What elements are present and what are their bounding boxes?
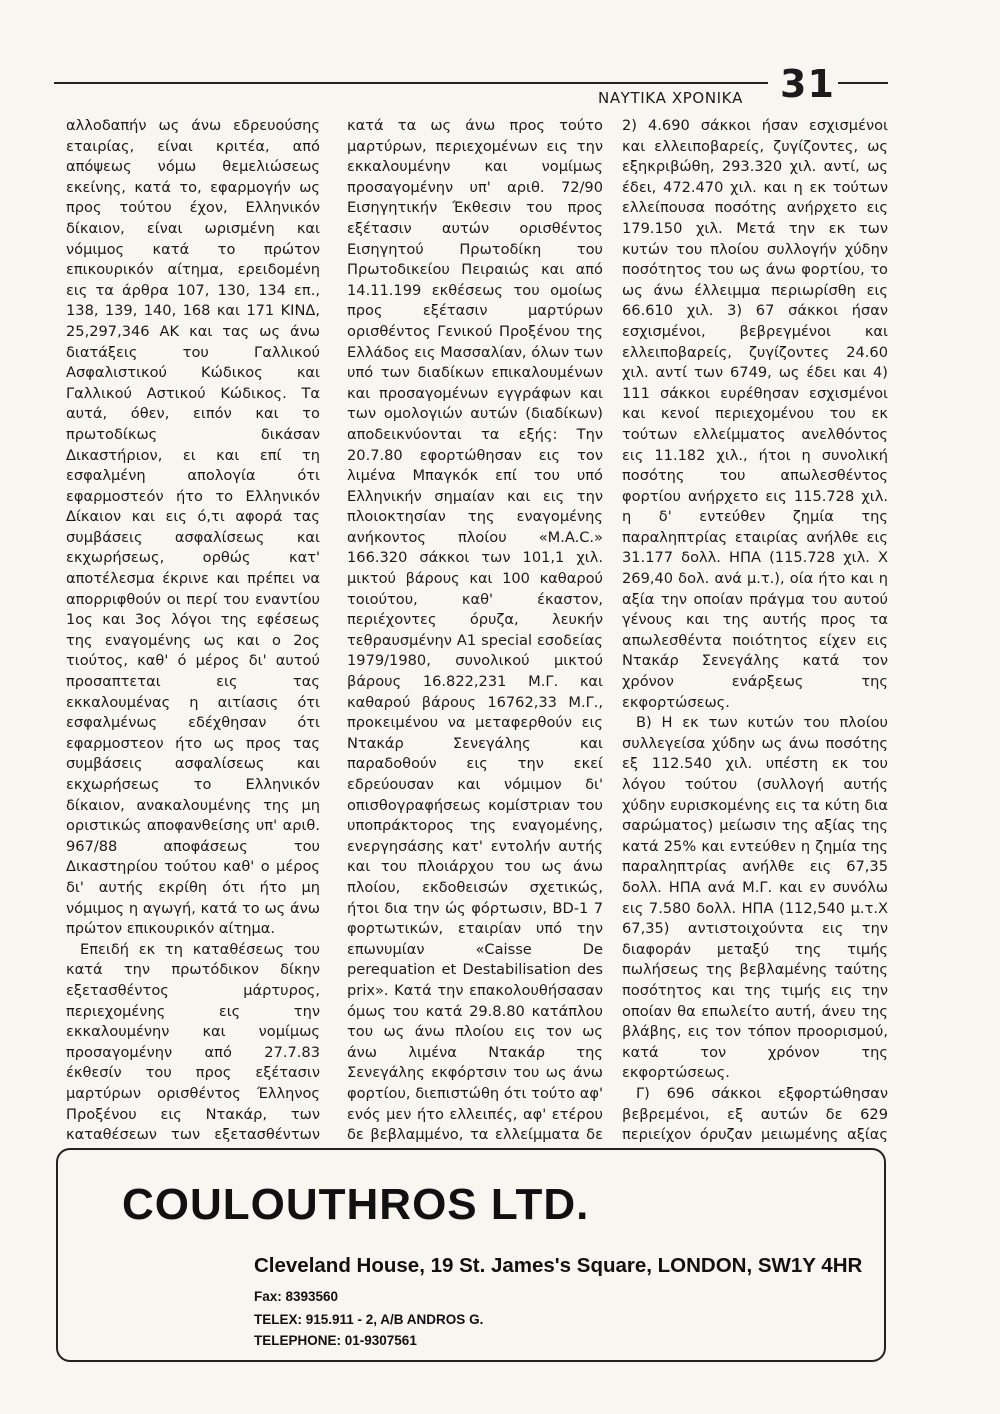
ad-company-name: COULOUTHROS LTD. — [122, 1180, 590, 1229]
paragraph: Γ) 696 σάκκοι εξφορτώθησαν βεβρεμένοι, εξ αυτών δε 629 περιείχον όρυζαν μειωμένης αξίας — [622, 1084, 888, 1144]
paragraph: 2) 4.690 σάκκοι ήσαν εσχισμένοι και ελλειποβαρείς, ζυγίζοντες, ως εξηκριβώθη, 293.320 χιλ. αντί, ως έδει, 472.470 χιλ. και η εκ τούτων ελλείπουσα ποσότης ανήρχετο εις 179.150 χιλ. Μετά την εκ των κυτών του πλοίου συλλογήν χύδην ποσότητος του ως άνω φορτίου, το ως άνω έλλειμμα περιωρίσθη εις 66.610 χιλ. 3) 67 σάκκοι ήσαν εσχισμένοι, βεβρεγμένοι και ελλειποβαρείς, ζυγίζοντες 24.60 χιλ. αντί των 6749, ως έδει και 4) 111 σάκκοι ευρέθησαν εσχισμένοι και κενοί περιεχομένου του εκ τούτων ελλείμματος ανελθόντος εις 11.182 χιλ., ήτοι η συνολική ποσότης του απωλεσθέντος φορτίου ανήρχετο εις 115.728 χιλ. η δ' εντεύθεν ζημία της παραληπτρίας εταιρίας ανήλθε εις 31.177 δολλ. ΗΠΑ (115.728 χιλ. Χ 269,40 δολ. ανά μ.τ.), οία ήτο και η αξία την οποίαν πράγμα του αυτού γένους και της αυτής προς τα απωλεσθέντα ποιότητος είχεν εις Ντακάρ Σενεγάλης κατά τον χρόνον ενάρξεως της εκφορτώσεως. — [622, 117, 888, 711]
text-column-1 — [66, 116, 320, 1146]
paragraph: Β) Η εκ των κυτών του πλοίου συλλεγείσα χύδην ως άνω ποσότης εξ 112.540 χιλ. υπέστη εκ του λόγου τούτου (συλλογή αυτής χύδην ευρισκομένης εις τα κύτη δια σαρώματος) μείωσιν της αξίας της κατά 25% και εντεύθεν η ζημία της παραληπτρίας ανήλθε εις 67,35 δολλ. ΗΠΑ ανά Μ.Γ. και εν συνόλω εις 7.580 δολλ. ΗΠΑ (112,540 μ.τ.Χ 67,35) αντιστοιχούντα εις την διαφοράν μεταξύ της τιμής πωλήσεως της βεβλαμένης ταύτης ποσότητος και της τιμής εις την οποίαν θα επωλείτο αυτή, άνευ της βλάβης, εις τον τόπον προορισμού, κατά τον χρόνον της εκφορτώσεως. — [622, 714, 888, 1082]
paragraph: κατά τα ως άνω προς τούτο μαρτύρων, περιεχομένων εις την εκκαλουμένην και νομίμως προσαγομένην υπ' αριθ. 72/90 Εισηγητικήν Έκθεσιν του προς εξέτασιν αυτών ορισθέντος Εισηγητού Πρωτοδίκη του Πρωτοδικείου Πειραιώς και από 14.11.199 εκθέσεως του ομοίως προς εξέτασιν μαρτύρων ορισθέντος Γενικού Προξένου της Ελλάδος εις Μασσαλίαν, όλων των υπό των διαδίκων επικαλουμένων και προσαγομένων εγγράφων και των ομολογιών αυτών (διαδίκων) αποδεικνύονται τα εξής: Την 20.7.80 εφορτώθησαν εις τον λιμένα Μπαγκόκ επί του υπό Ελληνικήν σημαίαν και εις την πλοιοκτησίαν της εναγομένης ανήκοντος πλοίου «M.A.C.» 166.320 σάκκοι των 101,1 χιλ. μικτού βάρους και 100 καθαρού τοιούτου, καθ' έκαστον, περιέχοντες όρυζα, λευκήν τεθραυσμένην A1 special εσοδείας 1979/1980, συνολικού μικτού βάρους 16.822,231 Μ.Γ. και καθαρού βάρους 16762,33 Μ.Γ., προκειμένου να μεταφερθούν εις Ντακάρ Σενεγάλης και παραδοθούν εις την εκεί εδρεύουσαν και νόμιμον δι' οπισθογραφήσεως κομίστριαν του υποπράκτορος της εναγομένης, ενεργησάσης κατ' εντολήν αυτής και του πλοιάρχου του ως άνω πλοίου, εκδοθεισών σχετικώς, ήτοι δια την ώς φόρτωσιν, BD-1 7 φορτωτικών, εταιρίαν υπό την επωνυμίαν «Caisse De perequation et Destabilisation des prix». Κατά την επακολουθήσασαν όμως του κατά 29.8.80 κατάπλου του ως άνω πλοίου εις τον ως άνω λιμένα Ντακάρ της Σενεγάλης εκφόρτσιν του ως άνω φορτίου, διεπιστώθη ότι τούτο αφ' ενός μεν ήτο ελλειπές, αφ' ετέρου δε βεβλαμμένο, τα ελλείμματα δε — [347, 117, 603, 1144]
text-column-2 — [347, 116, 603, 1146]
header-rule-right — [838, 82, 888, 84]
ad-fax: Fax: 8393560 — [254, 1289, 339, 1304]
text-column-3 — [622, 116, 888, 1146]
header-rule-left — [54, 82, 768, 84]
paragraph: Επειδή εκ τη καταθέσεως του κατά την πρωτόδικον δίκην εξετασθέντος μάρτυρος, περιεχομένης εις την εκκαλουμένην και νομίμως προσαγομένην από 27.7.83 έκθεσίν του προς εξέτασιν μαρτύρων ορισθέντος Έλληνος Προξένου εις Ντακάρ, των καταθέσεων των εξετασθέντων — [66, 940, 320, 1144]
ad-telephone: TELEPHONE: 01-9307561 — [254, 1333, 417, 1348]
paragraph: αλλοδαπήν ως άνω εδρευούσης εταιρίας, είναι κριτέα, από απόψεως νόμω θεμελιώσεως εκείνης, κατά το, εφαρμογήν ως προς τούτου έχον, Ελληνικόν δίκαιον, είναι ωρισμένη και νόμιμος κατά το πρώτον επικουρικόν αίτημα, ερειδομένη εις τα άρθρα 107, 130, 134 επ., 138, 139, 140, 168 και 171 ΚΙΝΔ, 25,297,346 ΑΚ και τας ως άνω διατάξεις του Γαλλικού Ασφαλιστικού Κώδικος και Γαλλικού Αστικού Κώδικος. Τα αυτά, όθεν, ειπόν και το πρωτοδίκως δικάσαν Δικαστήριον, ει και επί τη εσφαλμένη απολογία ότι εφαρμοστεόν ήτο το Ελληνικόν Δίκαιον και εις ό,τι αφορά τας συμβάσεις ασφαλίσεως και εκχωρήσεως, ορθώς κατ' αποτέλεσμα έκρινε και πρέπει να απορριφθούν οι περί του εναντίου 1ος και 3ος λόγοι της εφέσεως της εναγομένης ως και ο 2ος τιούτος, καθ' ό μέρος δι' αυτού προσαπτεται εις τας εκκαλουμένας η αιτίασις ότι εσφαλμένως εδέχθησαν ότι εφαρμοστεον ήτο ως προς τας συμβάσεις ασφαλίσεως και εκχωρήσεως το Ελληνικόν δίκαιον, ανακαλουμένης της μη οριστικώς αποφανθείσης υπ' αριθ. 967/88 αποφάσεως του Δικαστηρίου τούτου καθ' ο μέρος δι' αυτής εκρίθη ότι ήτο μη νόμιμος η αγωγή, κατά το ως άνω πρώτον επικουρικόν αίτημα. — [66, 117, 320, 938]
ad-telex: TELEX: 915.911 - 2, A/B ANDROS G. — [254, 1312, 484, 1327]
advertisement-box — [56, 1148, 886, 1362]
ad-address: Cleveland House, 19 St. James's Square, LONDON, SW1Y 4HR — [254, 1254, 863, 1277]
page-number: 31 — [780, 62, 835, 106]
publication-title: ΝΑΥΤΙΚΑ ΧΡΟΝΙΚΑ — [598, 89, 743, 107]
